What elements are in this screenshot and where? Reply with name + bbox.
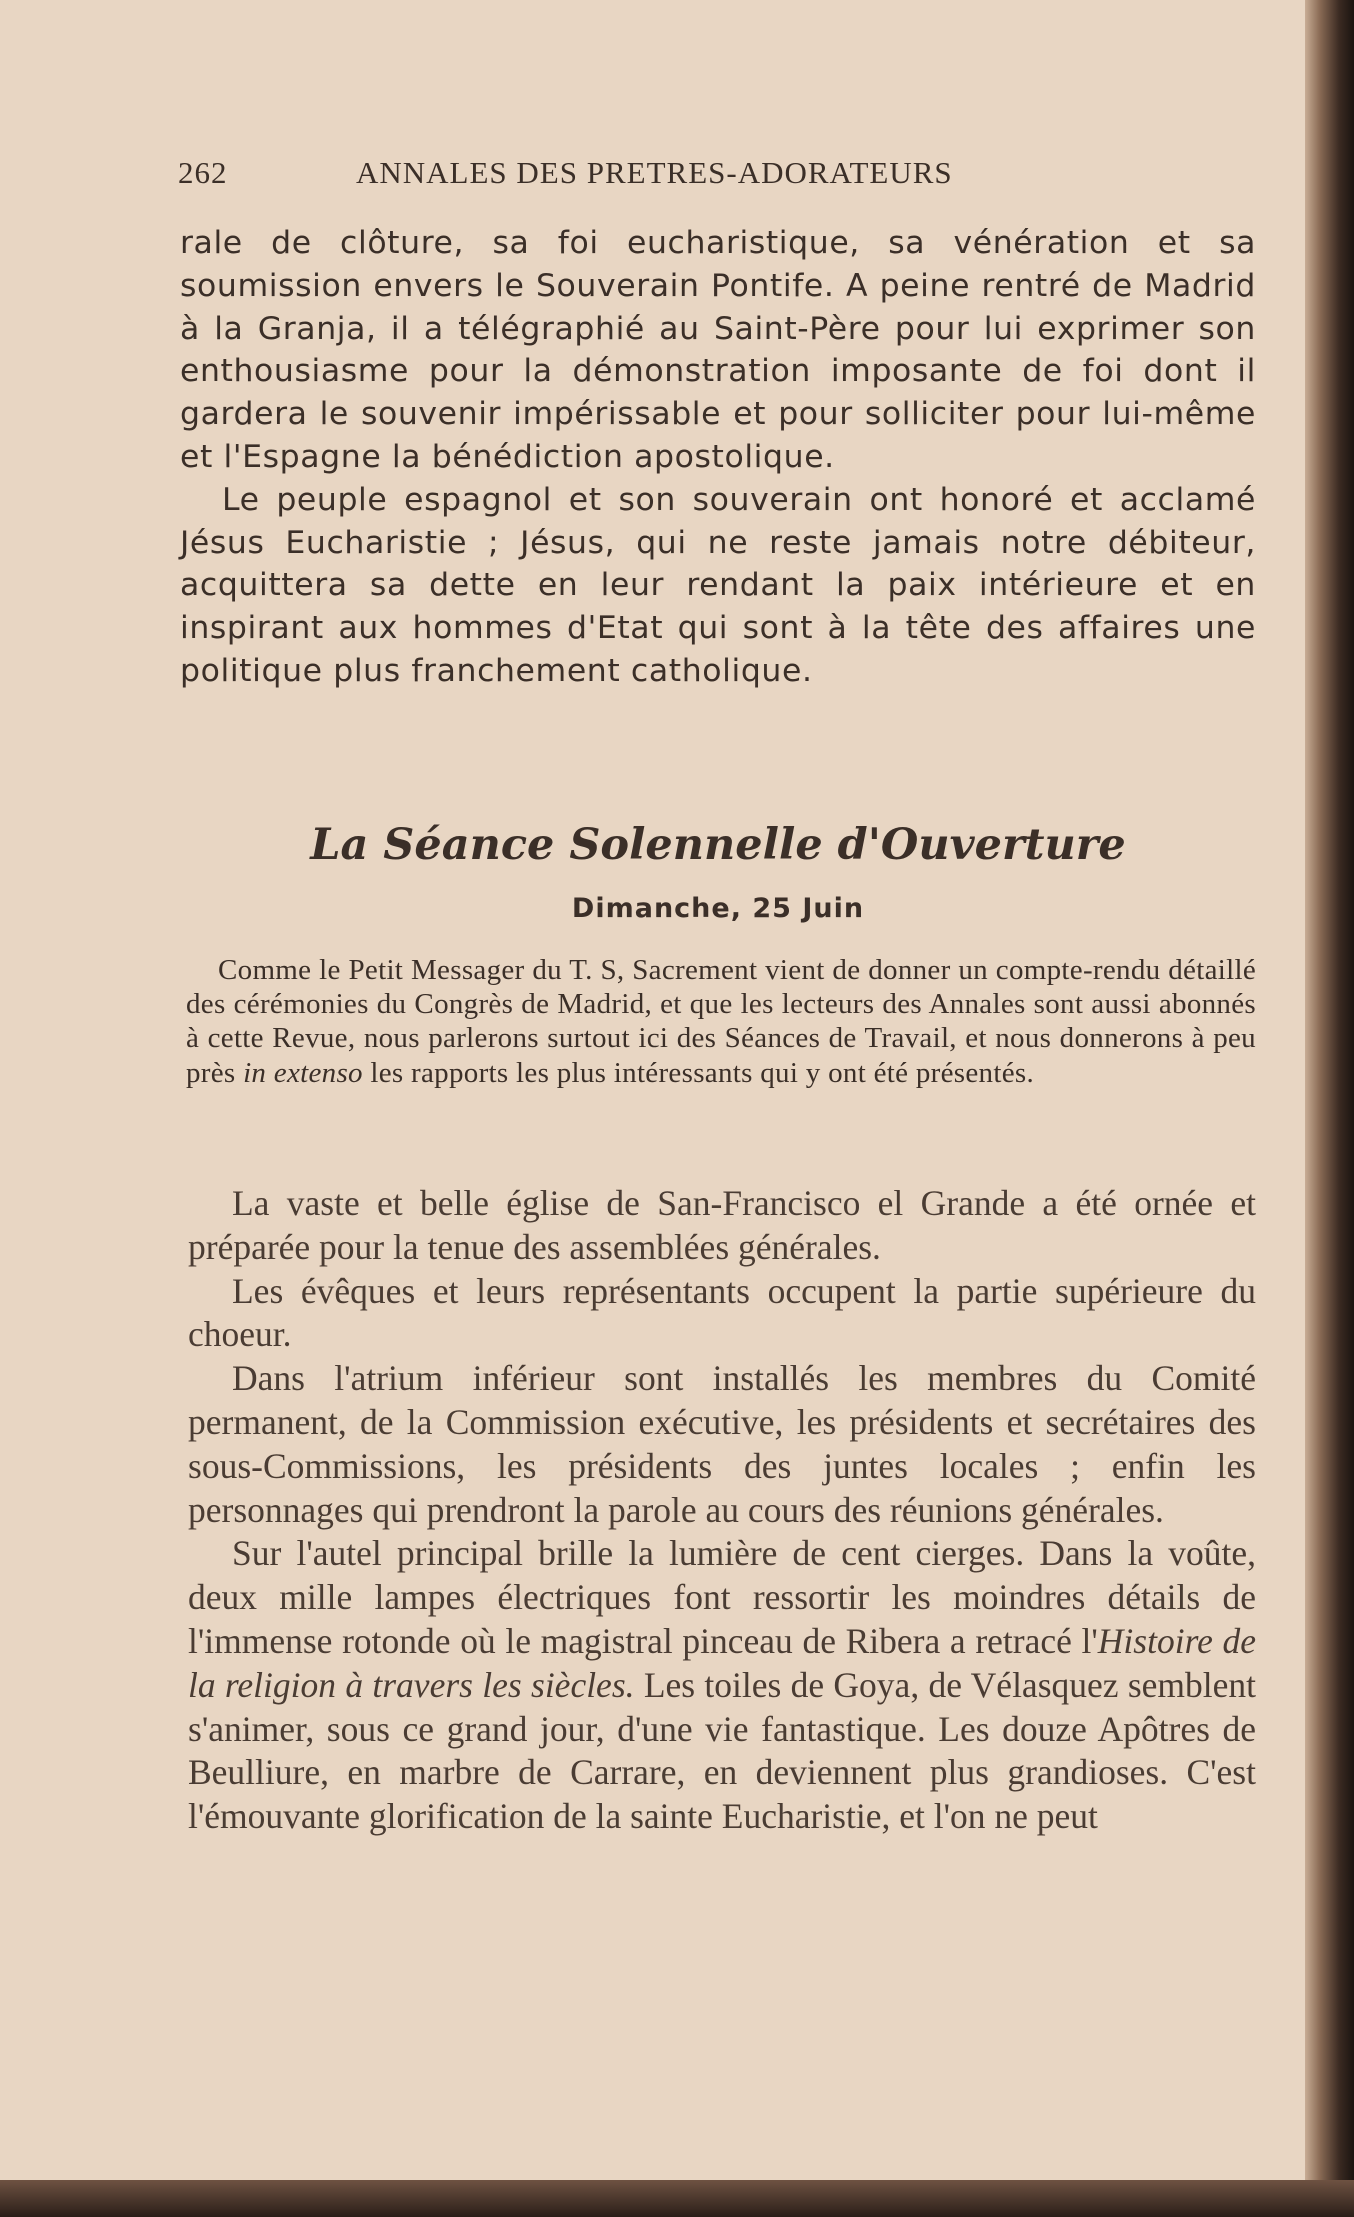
page-number: 262	[178, 155, 228, 190]
section-title: La Séance Solennelle d'Ouverture	[310, 820, 1126, 870]
note-text-before: Comme le Petit Messager du T. S, Sacrement vient de donner un compte-rendu détaillé des cérémonies du Congrès de Madrid, et que les lecteurs des Annales sont aussi abonnés à cette Revue, nous parlerons surtout ici des Séances de Travail, et nous donnerons à peu près	[186, 954, 1256, 1089]
body-paragraph-2: Les évêques et leurs représentants occupent la partie supérieure du choeur.	[188, 1270, 1256, 1355]
body-p4-text-2: Les toiles de Goya, de Vélasquez semblent s'animer, sous ce grand jour, d'une vie fantastique. Les douze Apôtres de Beulliure, en marbre de Carrare, en deviennent plus grandioses. C'est l'émouvante glorification de la sainte Eucharistie, et l'on ne peut	[188, 1664, 1256, 1837]
note-text-after: les rapports les plus intéressants qui y ont été présentés.	[362, 1056, 1035, 1089]
page-bottom-shadow	[0, 2180, 1354, 2217]
body-p4-italic: Histoire de la religion à travers les siècles.	[188, 1620, 1256, 1705]
intro-paragraph-2: Le peuple espagnol et son souverain ont honoré et acclamé Jésus Eucharistie ; Jésus, qui ne reste jamais notre débiteur, acquittera sa dette en leur rendant la paix intérieure et en inspirant aux hommes d'Etat qui sont à la tête des affaires une politique plus franchement catholique.	[180, 481, 1256, 689]
intro-text	[180, 222, 1256, 693]
body-paragraph-3: Dans l'atrium inférieur sont installés les membres du Comité permanent, de la Commission exécutive, les présidents et secrétaires des sous-Commissions, les présidents des juntes locales ; enfin les personnages qui prendront la parole au cours des réunions générales.	[188, 1358, 1256, 1530]
running-header	[178, 155, 1258, 195]
page-edge-shadow	[1305, 0, 1354, 2217]
body-p4-text-1: Sur l'autel principal brille la lumière de cent cierges. Dans la voûte, deux mille lampes électriques font ressortir les moindres détails de l'immense rotonde où le magistral pinceau de Ribera a retracé l'	[188, 1533, 1256, 1661]
body-paragraph-1: La vaste et belle église de San-Francisco el Grande a été ornée et préparée pour la tenue des assemblées générales.	[188, 1183, 1256, 1267]
running-title: ANNALES DES PRETRES-ADORATEURS	[356, 155, 953, 190]
editorial-note	[186, 953, 1256, 1090]
body-text	[188, 1182, 1256, 1839]
section-date: Dimanche, 25 Juin	[571, 893, 865, 924]
intro-paragraph-1: rale de clôture, sa foi eucharistique, sa vénération et sa soumission envers le Souverain Pontife. A peine rentré de Madrid à la Granja, il a télégraphié au Saint-Père pour lui exprimer son enthousiasme pour la démonstration imposante de foi dont il gardera le souvenir impérissable et pour solliciter pour lui-même et l'Espagne la bénédiction apostolique.	[180, 225, 1256, 475]
body-paragraph-4	[188, 1532, 1256, 1839]
note-paragraph	[186, 953, 1256, 1090]
note-italic: in extenso	[243, 1056, 363, 1089]
